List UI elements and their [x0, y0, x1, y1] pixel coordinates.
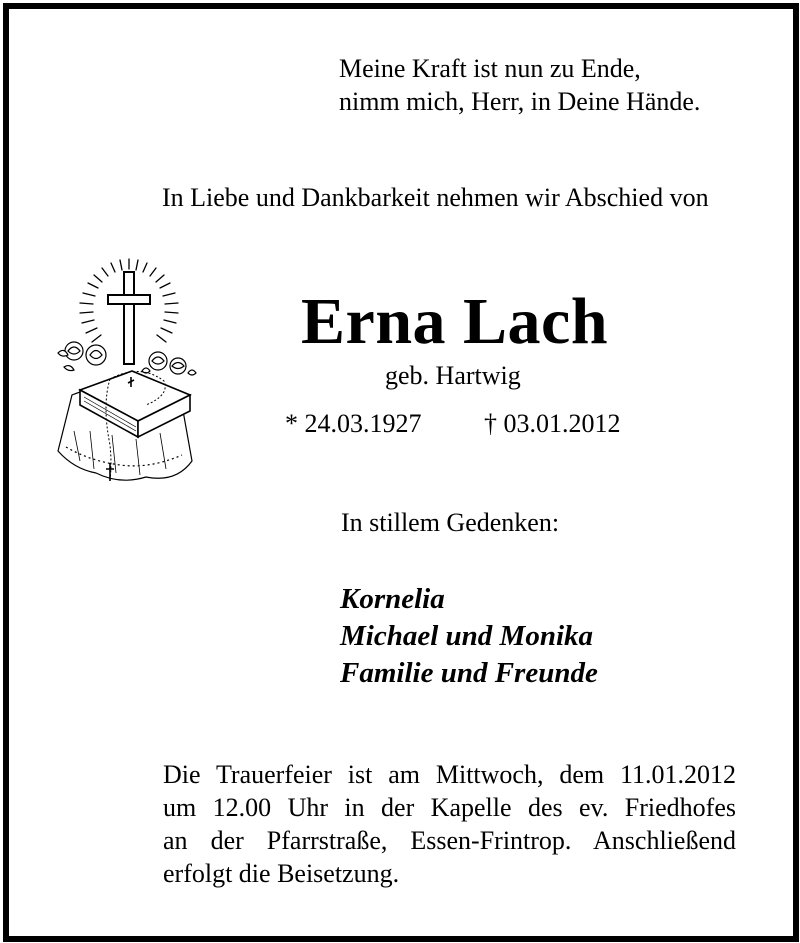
ray — [143, 263, 147, 272]
ray — [102, 268, 108, 276]
poem-line: Meine Kraft ist nun zu Ende, — [339, 54, 641, 83]
intro-text: In Liebe und Dankbarkeit nehmen wir Abschied von — [162, 183, 709, 212]
ray — [82, 320, 94, 323]
birth-date: * 24.03.1927 — [285, 409, 422, 438]
ray — [111, 263, 115, 272]
ray — [161, 328, 172, 333]
ray — [150, 268, 156, 276]
cross-bible-rosary-icon — [50, 255, 198, 487]
ray — [164, 320, 176, 323]
service-line: erfolgt die Beisetzung. — [163, 859, 400, 888]
mourner: Familie und Freunde — [340, 657, 598, 689]
mourner: Michael und Monika — [340, 620, 593, 652]
ray — [156, 275, 164, 282]
ray — [136, 260, 138, 270]
mourner: Kornelia — [340, 583, 445, 615]
cross — [108, 272, 150, 364]
maiden-name: geb. Hartwig — [385, 361, 521, 390]
ray — [160, 283, 170, 288]
memory-line: In stillem Gedenken: — [341, 508, 560, 537]
ray — [80, 303, 93, 304]
service-line: Die Trauerfeier ist am Mittwoch, dem 11.01.2012 — [163, 760, 736, 789]
service-info — [163, 758, 736, 890]
mourners-list — [340, 581, 598, 692]
poem-line: nimm mich, Herr, in Deine Hände. — [339, 87, 701, 116]
ray — [83, 293, 95, 296]
service-line: an der Pfarrstraße, Essen-Frintrop. Anschließend — [163, 826, 736, 855]
ray — [88, 283, 98, 288]
ray — [165, 312, 178, 313]
deceased-name: Erna Lach — [301, 285, 609, 358]
ray — [94, 275, 102, 282]
ray — [86, 328, 97, 333]
ray — [80, 312, 93, 313]
service-line: um 12.00 Uhr in der Kapelle des ev. Friedhofes — [163, 793, 736, 822]
ray — [165, 303, 178, 304]
ray — [92, 335, 101, 342]
ray — [120, 260, 122, 270]
ray — [163, 293, 175, 296]
death-date: † 03.01.2012 — [484, 409, 621, 438]
poem — [339, 52, 700, 118]
ray — [157, 335, 166, 342]
